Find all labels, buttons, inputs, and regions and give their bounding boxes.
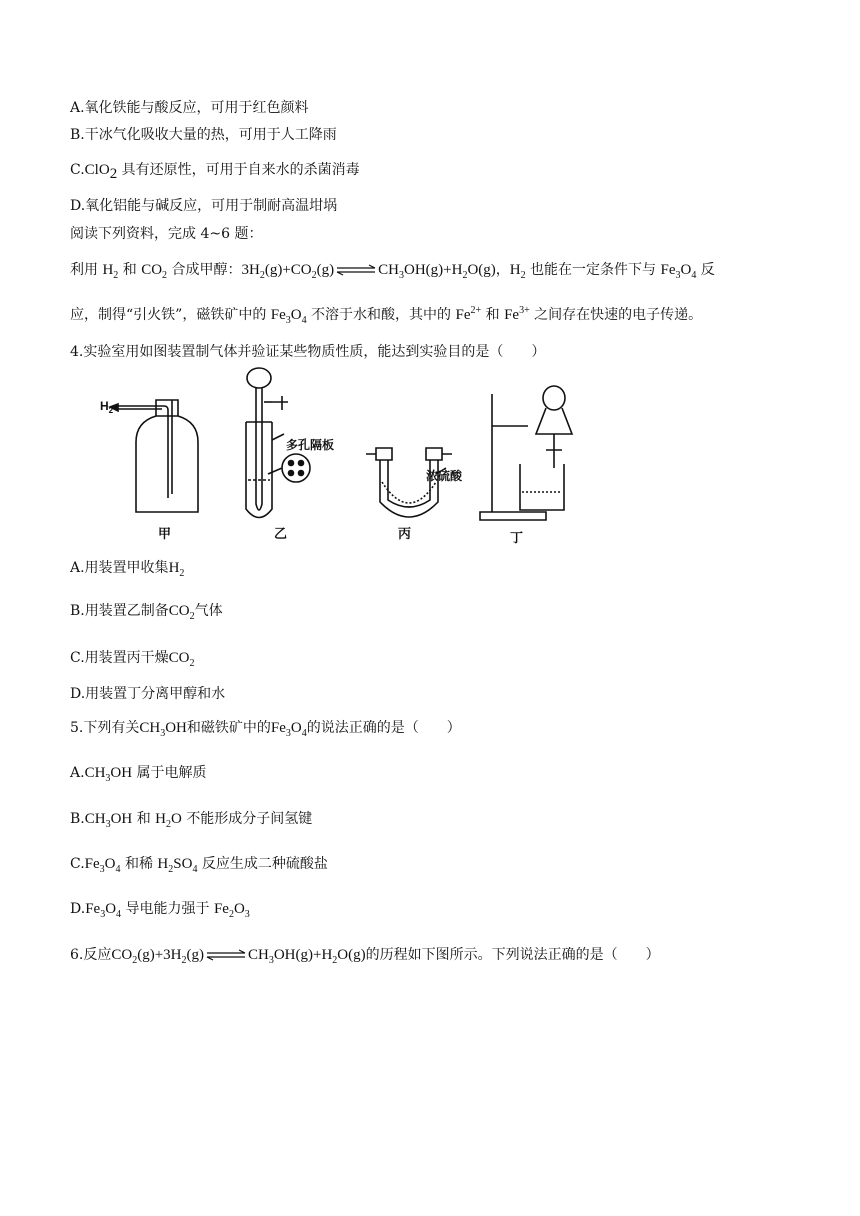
- q5-option-a: $A.CH_3OH$ 属于电解质: [70, 765, 207, 784]
- q4-option-c: C.用装置丙干燥$CO_2$: [70, 650, 195, 669]
- h2-label: $H_2$: [100, 399, 114, 415]
- apparatus-ding: [480, 386, 572, 520]
- equilibrium-arrow-icon: [336, 264, 376, 276]
- q3-option-c: C.ClO$_2$ 具有还原性，可用于自来水的杀菌消毒: [70, 162, 360, 182]
- q4-stem: 4.实验室用如图装置制气体并验证某些物质性质，能达到实验目的是（ ）: [70, 344, 546, 360]
- q3-option-b: B.干冰气化吸收大量的热，可用于人工降雨: [70, 127, 337, 143]
- passage-line-2: 应，制得“引火铁”，磁铁矿中的 $Fe_3O_4$ 不溶于水和酸，其中的 $Fe^{2+}$ 和 $Fe^{3+}$ 之间存在快速的电子传递。: [70, 305, 703, 326]
- apparatus-jia: [110, 400, 198, 512]
- q4-option-b: B.用装置乙制备$CO_2$气体: [70, 603, 223, 622]
- q5-option-d: $D.Fe_3O_4$ 导电能力强于 $Fe_2O_3$: [70, 901, 250, 920]
- lab-apparatus-figure: [96, 364, 686, 548]
- porous-plate-label: 多孔隔板: [286, 438, 335, 452]
- q3-option-a: A.氧化铁能与酸反应，可用于红色颜料: [70, 100, 309, 116]
- q3-option-d: D.氧化铝能与碱反应，可用于制耐高温坩埚: [70, 198, 338, 214]
- q6-stem: 6.反应$CO_2(g)+3H_2(g)$ $CH_3OH(g)+H_2O(g)$的历程如下图所示。下列说法正确的是（ ）: [70, 947, 660, 966]
- q5-stem: 5.下列有关$CH_3OH$和磁铁矿中的$Fe_3O_4$的说法正确的是（ ）: [70, 720, 461, 739]
- passage-intro: 阅读下列资料，完成 4~6 题：: [70, 226, 263, 242]
- q4-option-d: D.用装置丁分离甲醇和水: [70, 686, 226, 702]
- label-jia: 甲: [158, 527, 172, 542]
- q5-option-c: $C.Fe_3O_4$ 和稀 $H_2SO_4$ 反应生成二种硫酸盐: [70, 856, 328, 875]
- q4-option-a: A.用装置甲收集$H_2$: [70, 560, 185, 579]
- label-bing: 丙: [398, 527, 412, 542]
- label-ding: 丁: [510, 531, 524, 546]
- equilibrium-arrow-icon: [206, 949, 246, 961]
- q5-option-b: $B.CH_3OH$ 和 $H_2O$ 不能形成分子间氢键: [70, 811, 313, 830]
- conc-sulfuric-acid-label: 浓硫酸: [426, 469, 463, 483]
- passage-line-1: 利用 $H_2$ 和 $CO_2$ 合成甲醇：$3H_2(g)+CO_2(g)$ $CH_3OH(g)+H_2O(g)$，$H_2$ 也能在一定条件下与 $Fe_3O_4$ 反: [70, 262, 715, 281]
- label-yi: 乙: [274, 527, 288, 542]
